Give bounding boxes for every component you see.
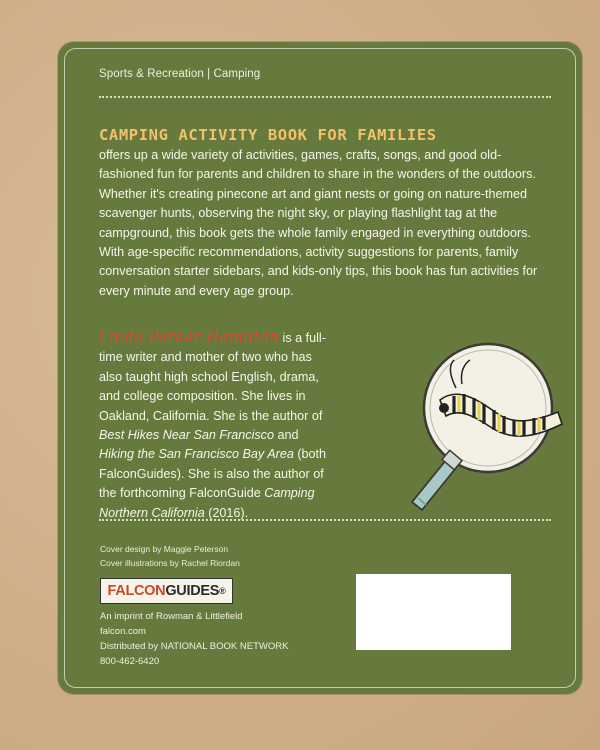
book-description: offers up a wide variety of activities, games, crafts, songs, and good old-fashioned fun for parents and children to share in the wonders of the outdoors. Whether it's creating pinecone art and giant nests or going on nature-themed scavenger hunts, observing the night sky, or playing flashlight tag at the campground, this book gets the whole family engaged in everything outdoors. With age-specific recommendations, activity suggestions for parents, family conversation starter sidebars, and kids-only tips, this book has fun activities for every minute and every age group. [99, 148, 538, 298]
distributor-line: Distributed by NATIONAL BOOK NETWORK [100, 641, 289, 652]
bio-text-2: and [273, 428, 299, 443]
bio-text-3: (both FalconGuides). She is also the author of the forthcoming FalconGuide [99, 447, 327, 501]
bio-text-1: is a full-time writer and mother of two who has also taught high school English, drama, and college composition. She lives in Oakland, California. She is the author of [99, 331, 326, 423]
magnifying-glass-caterpillar-illustration [398, 338, 573, 518]
bio-book-3: Camping Northern California [99, 486, 315, 520]
phone-line: 800-462-6420 [100, 656, 160, 667]
handle [412, 450, 462, 510]
falconguides-logo [100, 578, 233, 604]
cover-design-credit: Cover design by Maggie Peterson [100, 544, 229, 554]
bio-book-2: Hiking the San Francisco Bay Area [99, 447, 294, 462]
book-title: CAMPING ACTIVITY BOOK FOR FAMILIES [99, 126, 437, 144]
author-bio [99, 328, 334, 523]
logo-guides: GUIDES [165, 583, 220, 599]
registered-mark: ® [219, 586, 226, 596]
publisher-info [100, 609, 288, 669]
bio-text-4: (2016). [204, 505, 249, 520]
barcode-placeholder [356, 574, 511, 650]
green-panel [58, 42, 582, 694]
website-line: falcon.com [100, 626, 146, 637]
logo-falcon: FALCON [107, 583, 166, 599]
author-name: Linda Parker Hamilton [99, 328, 280, 346]
imprint-line: An imprint of Rowman & Littlefield [100, 611, 243, 622]
dotted-divider-bottom [99, 519, 551, 521]
dotted-divider-top [99, 96, 551, 98]
category-label: Sports & Recreation | Camping [99, 68, 261, 80]
cover-credits [100, 542, 240, 570]
cover-illustrations-credit: Cover illustrations by Rachel Riordan [100, 558, 240, 568]
bio-book-1: Best Hikes Near San Francisco [99, 428, 274, 443]
